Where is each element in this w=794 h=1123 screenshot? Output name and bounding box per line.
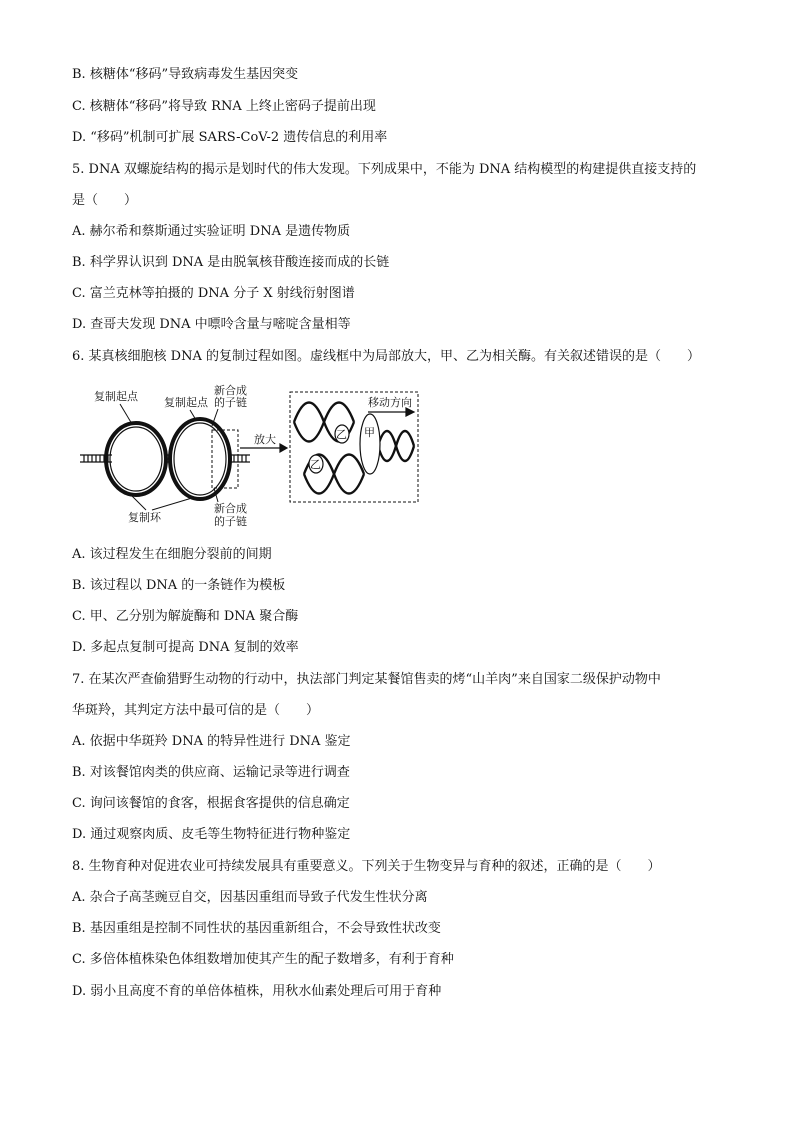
q5-stem-line-1: 5. DNA 双螺旋结构的揭示是划时代的伟大发现。下列成果中，不能为 DNA 结构模型的构建提供直接支持的 (72, 162, 697, 177)
q8-stem: 8. 生物育种对促进农业可持续发展具有重要意义。下列关于生物变异与育种的叙述，正确的是（ ） (72, 859, 661, 874)
q6-option-a: A. 该过程发生在细胞分裂前的间期 (72, 547, 272, 562)
q6-option-b: B. 该过程以 DNA 的一条链作为模板 (72, 578, 286, 593)
right-dna-duplex (230, 455, 250, 462)
label-yi-2: 乙 (310, 458, 321, 471)
q8-option-a: A. 杂合子高茎豌豆自交，因基因重组而导致子代发生性状分离 (72, 890, 428, 905)
label-loop: 复制环 (128, 511, 161, 524)
label-new-strand-top-2: 的子链 (214, 396, 247, 409)
q4-option-d: D. “移码”机制可扩展 SARS-CoV-2 遗传信息的利用率 (72, 130, 388, 145)
q7-option-a: A. 依据中华斑羚 DNA 的特异性进行 DNA 鉴定 (72, 734, 351, 749)
label-origin-2: 复制起点 (164, 396, 208, 409)
label-jia: 甲 (364, 426, 375, 439)
q5-option-c: C. 富兰克林等拍摄的 DNA 分子 X 射线衍射图谱 (72, 286, 355, 301)
direction-arrow (368, 408, 414, 416)
q8-option-c: C. 多倍体植株染色体组数增加使其产生的配子数增多，有利于育种 (72, 952, 454, 967)
q5-option-a: A. 赫尔希和蔡斯通过实验证明 DNA 是遗传物质 (72, 224, 351, 239)
q8-option-b: B. 基因重组是控制不同性状的基因重新组合，不会导致性状改变 (72, 921, 441, 936)
q4-option-c: C. 核糖体“移码”将导致 RNA 上终止密码子提前出现 (72, 99, 376, 114)
q7-stem-line-2: 华斑羚，其判定方法中最可信的是（ ） (72, 703, 320, 718)
q7-option-c: C. 询问该餐馆的食客，根据食客提供的信息确定 (72, 796, 350, 811)
label-new-strand-bottom-2: 的子链 (214, 515, 247, 528)
q4-option-b: B. 核糖体“移码”导致病毒发生基因突变 (72, 67, 299, 82)
replication-loop-1 (106, 423, 166, 495)
label-zoom: 放大 (254, 433, 276, 446)
replication-loop-2 (170, 419, 230, 499)
enzyme-jia (360, 414, 380, 474)
q6-stem: 6. 某真核细胞核 DNA 的复制过程如图。虚线框中为局部放大，甲、乙为相关酶。有关叙述错误的是（ ） (72, 349, 700, 364)
q7-stem-line-1: 7. 在某次严查偷猎野生动物的行动中，执法部门判定某餐馆售卖的烤“山羊肉”来自国家二级保护动物中 (72, 672, 661, 687)
q5-option-d: D. 查哥夫发现 DNA 中嘌呤含量与嘧啶含量相等 (72, 317, 351, 332)
q6-option-d: D. 多起点复制可提高 DNA 复制的效率 (72, 640, 299, 655)
helix-parent (378, 431, 414, 461)
label-yi-1: 乙 (336, 428, 347, 441)
label-origin-1: 复制起点 (94, 390, 138, 403)
label-new-strand-top-1: 新合成 (214, 384, 247, 397)
q5-option-b: B. 科学界认识到 DNA 是由脱氧核苷酸连接而成的长链 (72, 255, 390, 270)
q6-option-c: C. 甲、乙分别为解旋酶和 DNA 聚合酶 (72, 609, 299, 624)
label-direction: 移动方向 (368, 396, 412, 409)
q5-stem-line-2: 是（ ） (72, 193, 138, 208)
label-new-strand-bottom-1: 新合成 (214, 502, 247, 515)
q7-option-b: B. 对该餐馆肉类的供应商、运输记录等进行调查 (72, 765, 350, 780)
q7-option-d: D. 通过观察肉质、皮毛等生物特征进行物种鉴定 (72, 827, 351, 842)
q8-option-d: D. 弱小且高度不育的单倍体植株，用秋水仙素处理后可用于育种 (72, 984, 442, 999)
dna-replication-diagram (72, 382, 432, 532)
